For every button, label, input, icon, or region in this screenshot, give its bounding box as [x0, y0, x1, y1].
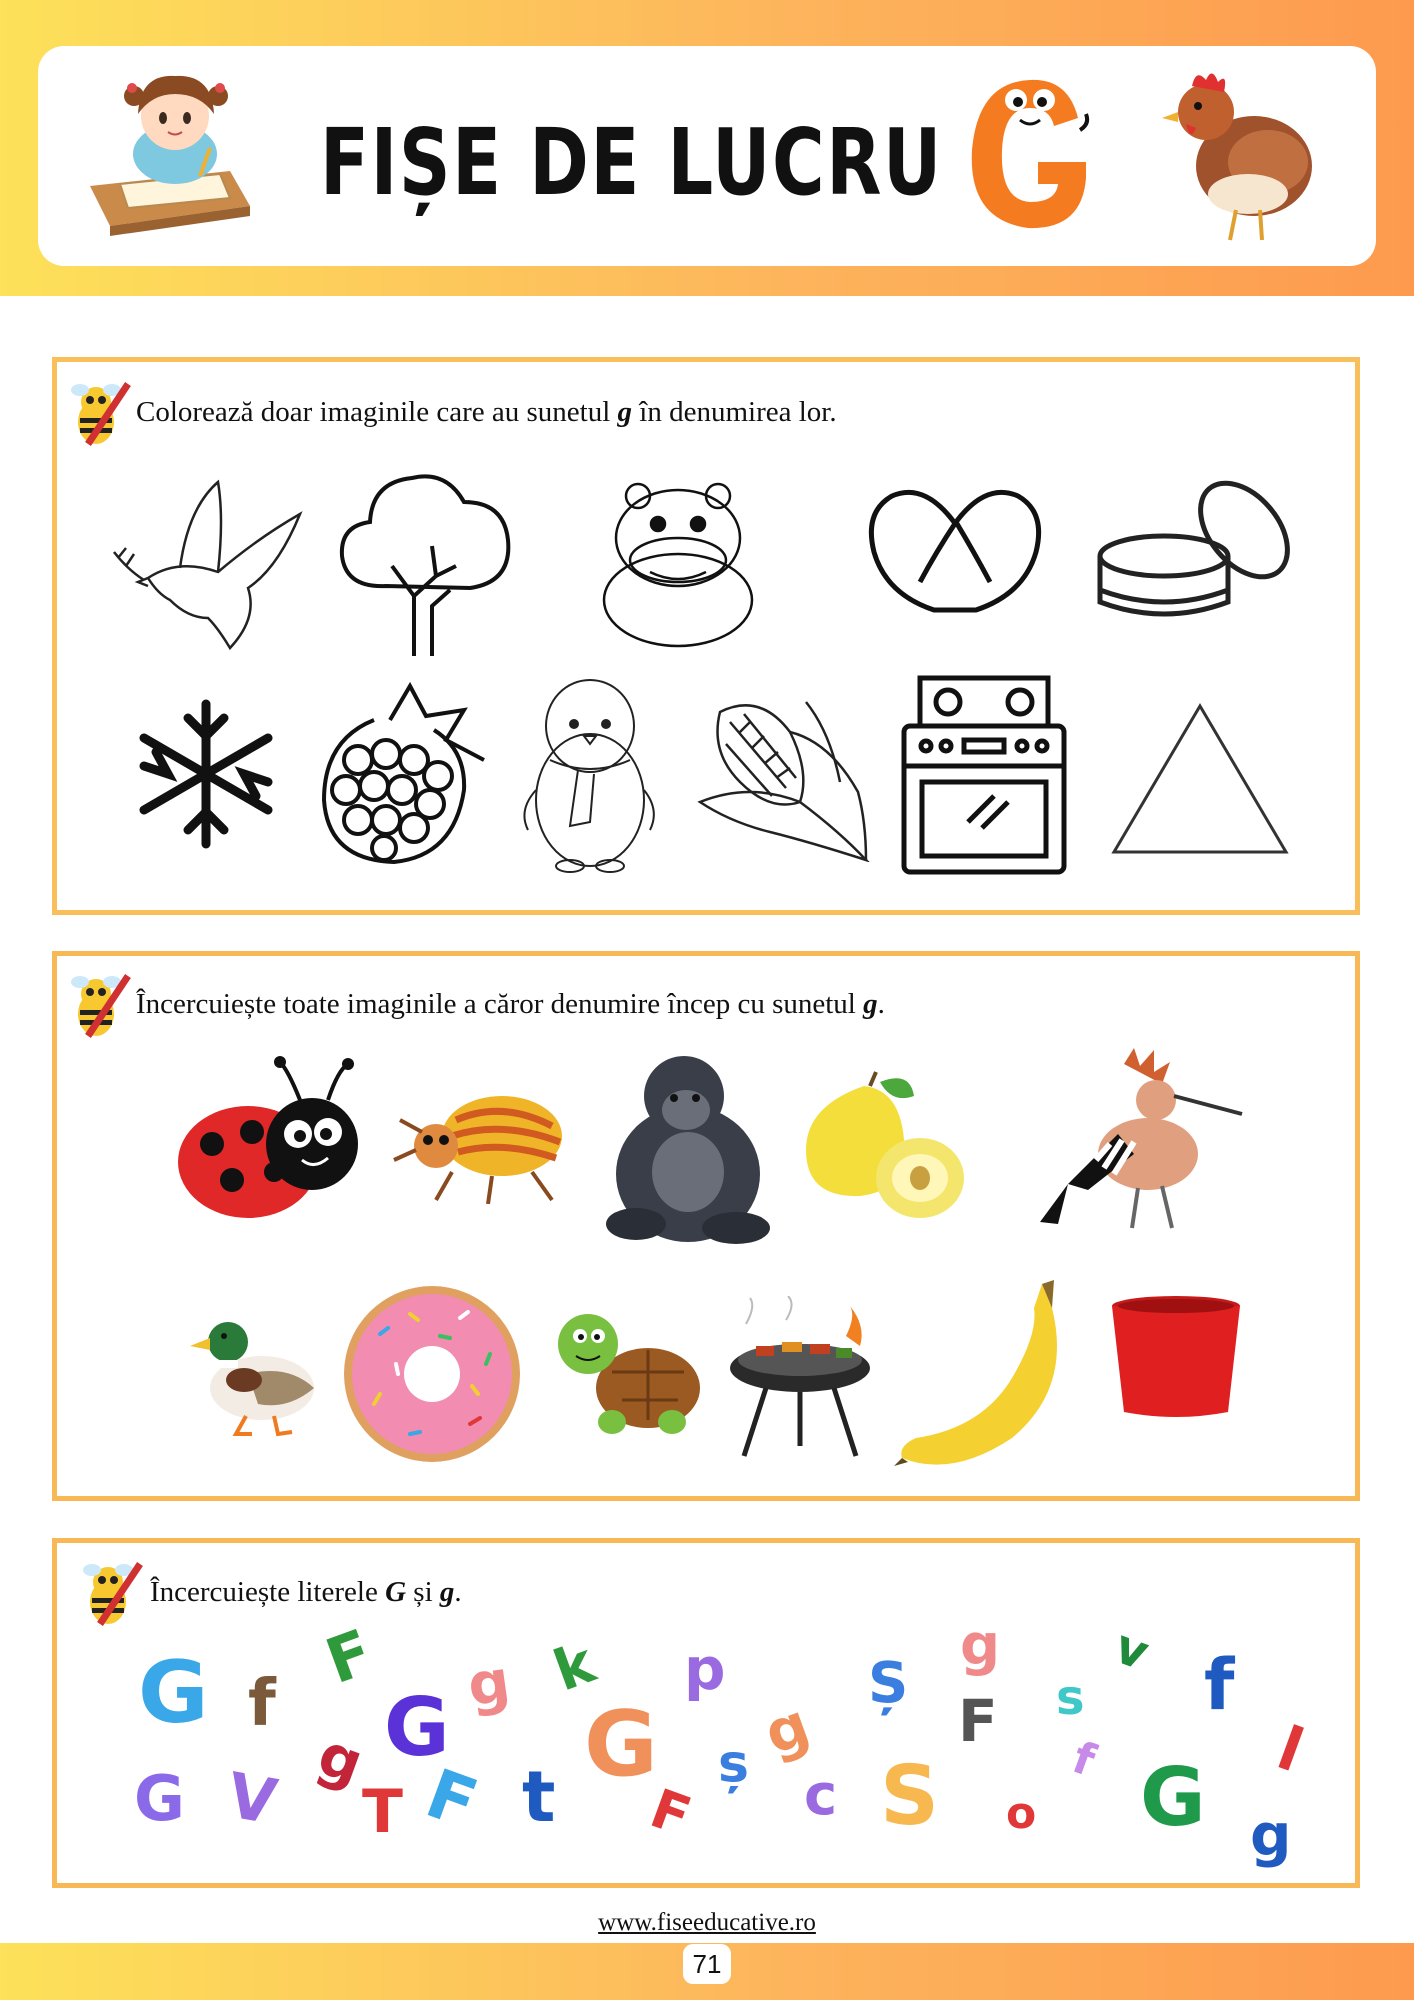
letter-item[interactable]: G [584, 1692, 658, 1797]
letter-item[interactable]: G [134, 1762, 185, 1835]
letter-item[interactable]: k [545, 1630, 604, 1705]
pretzel-icon [864, 482, 1046, 624]
stove-icon [898, 672, 1070, 876]
letter-item[interactable]: c [804, 1763, 838, 1828]
instruction-1 [136, 396, 837, 429]
hen-icon [1158, 62, 1318, 248]
letter-item[interactable]: f [1066, 1732, 1102, 1787]
letter-item[interactable]: V [222, 1758, 283, 1839]
ladybug-icon [172, 1054, 372, 1230]
letter-item[interactable]: g [1250, 1801, 1292, 1869]
instruction-3 [150, 1576, 462, 1609]
letter-item[interactable]: g [463, 1646, 515, 1720]
bucket-icon [1104, 1292, 1248, 1422]
banana-icon [892, 1278, 1072, 1474]
letter-item[interactable]: G [384, 1681, 450, 1774]
letter-item[interactable]: o [1006, 1788, 1037, 1839]
letter-item[interactable]: f [248, 1667, 276, 1741]
dove-icon [108, 478, 304, 658]
letter-item[interactable]: g [309, 1719, 372, 1799]
letter-item[interactable]: F [958, 1687, 998, 1755]
letter-item[interactable]: l [1268, 1713, 1312, 1787]
penguin-icon [514, 670, 664, 876]
triangle-icon [1110, 700, 1292, 858]
bee-pencil-icon [80, 1560, 144, 1630]
hoopoe-icon [1038, 1044, 1244, 1244]
letter-g-mascot-icon [960, 70, 1100, 240]
bee-pencil-icon [68, 380, 132, 450]
letter-item[interactable]: G [138, 1643, 209, 1743]
donut-icon [340, 1284, 524, 1464]
letter-item[interactable]: F [416, 1754, 487, 1845]
corn-icon [690, 692, 874, 862]
instruction-2-text-end: . [877, 988, 885, 1020]
letter-item[interactable]: f [1204, 1644, 1235, 1726]
letter-item[interactable]: p [684, 1635, 726, 1703]
instruction-3-letter-lower: g [439, 1576, 455, 1608]
instruction-3-letter-upper: G [385, 1576, 407, 1608]
instruction-2-letter: g [863, 988, 878, 1020]
hippo-icon [578, 474, 778, 650]
instruction-3-text: Încercuiește literele [150, 1576, 386, 1608]
instruction-2-text: Încercuiește toate imaginile a căror denumire încep cu sunetul [136, 988, 864, 1020]
instruction-3-text-end: . [454, 1576, 462, 1608]
gorilla-icon [596, 1044, 776, 1246]
beetle-icon [392, 1080, 576, 1204]
cream-jar-icon [1094, 474, 1294, 630]
letter-item[interactable]: F [642, 1776, 699, 1849]
letter-item[interactable]: g [960, 1613, 1001, 1678]
page-title: FIȘE DE LUCRU [320, 109, 943, 216]
letter-item[interactable]: g [755, 1689, 818, 1769]
raspberry-icon [314, 680, 486, 868]
instruction-3-text-mid: și [406, 1576, 440, 1608]
instruction-1-letter: g [617, 396, 633, 428]
letter-item[interactable]: T [362, 1777, 403, 1847]
letter-item[interactable]: S [880, 1749, 940, 1844]
letter-item[interactable]: t [522, 1756, 556, 1838]
page-number: 71 [683, 1944, 731, 1984]
instruction-1-text: Colorează doar imaginile care au sunetul [136, 396, 618, 428]
quince-icon [800, 1070, 970, 1220]
snowflake-icon [124, 694, 288, 854]
grill-icon [726, 1296, 874, 1460]
letter-item[interactable]: ș [718, 1734, 749, 1794]
duck-icon [188, 1308, 320, 1438]
letter-item[interactable]: G [1140, 1751, 1206, 1844]
bee-pencil-icon [68, 972, 132, 1042]
instruction-1-text-end: în denumirea lor. [632, 396, 837, 428]
girl-writing-icon [80, 66, 260, 236]
letter-item[interactable]: s [1056, 1670, 1085, 1726]
tree-icon [336, 466, 516, 658]
letter-item[interactable]: F [316, 1614, 382, 1699]
turtle-icon [552, 1310, 702, 1438]
letter-item[interactable]: Ș [868, 1651, 909, 1716]
instruction-2 [136, 988, 885, 1021]
letter-item[interactable]: v [1107, 1618, 1156, 1682]
website-link[interactable]: www.fiseeducative.ro [598, 1909, 816, 1936]
